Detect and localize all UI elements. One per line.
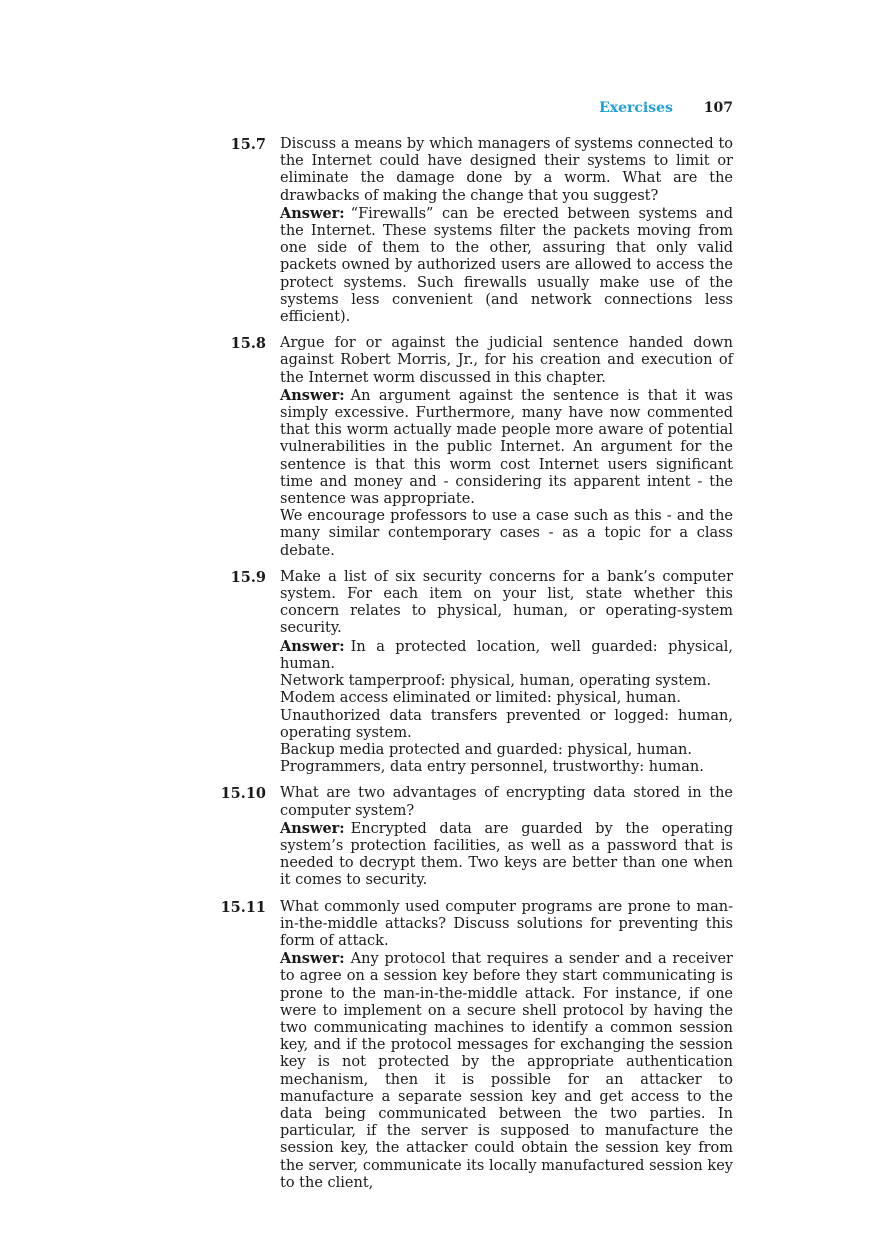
exercise-number: 15.9 [230,568,266,586]
exercise-body [266,136,733,326]
exercise-answer [280,820,733,890]
exercise-question: Argue for or against the judicial sentence handed down against Robert Morris, Jr., for his creation and execution of the Internet worm discussed in this chapter. [280,335,733,386]
exercise-15-11 [214,899,733,1192]
exercise-body [266,899,733,1192]
running-head [0,100,733,116]
section-title: Exercises [599,100,673,116]
exercise-body [266,785,733,889]
exercise-number: 15.7 [230,136,266,153]
answer-line: Modem access eliminated or limited: physical, human. [280,690,681,707]
exercise-number: 15.10 [220,785,266,803]
answer-line: Unauthorized data transfers prevented or logged: human, operating system. [280,707,733,741]
answer-note: We encourage professors to use a case such as this - and the many similar contemporary cases - as a topic for a class debate. [280,508,733,559]
exercise-body [266,569,733,776]
answer-text: In a protected location, well guarded: physical, human. [280,638,733,672]
exercise-number: 15.8 [230,335,266,353]
answer-text: Any protocol that requires a sender and a receiver to agree on a session key before they start communicating is prone to the man-in-the-middle attack. For instance, if one were to implement on a secure shell protocol by having the two communicating machines to identify a common session key, and if the protocol messages for exchanging the session key is not protected by the appropriate authentication mechanism, then it is possible for an attacker to manufacture a separate session key and get access to the data being communicated between the two parties. In particular, if the server is supposed to manufacture the session key, the attacker could obtain the session key from the server, communicate its locally manufactured session key to the client, [280,951,733,1191]
exercise-question: Discuss a means by which managers of systems connected to the Internet could have designed their systems to limit or eliminate the damage done by a worm. What are the drawbacks of making the change that you suggest? [280,136,733,204]
exercise-answer [280,205,733,326]
exercise-15-9 [214,569,733,776]
exercise-15-8 [214,335,733,560]
answer-text: An argument against the sentence is that it was simply excessive. Furthermore, many have now commented that this worm actually made people more aware of potential vulnerabilities in the public Internet. An argument for the sentence is that this worm cost Internet users significant time and money and - considering its apparent intent - the sentence was appropriate. [280,387,733,508]
exercise-answer [280,638,733,673]
exercise-question: What commonly used computer programs are prone to man-in-the-middle attacks? Discuss solutions for preventing this form of attack. [280,898,733,949]
exercise-answer [280,387,733,508]
exercise-15-7 [214,136,733,326]
exercise-answer [280,950,733,1192]
answer-label: Answer: [280,204,345,222]
answer-text: Encrypted data are guarded by the operating system’s protection facilities, as well as a password that is needed to decrypt them. Two keys are better than one when it comes to security. [280,820,733,889]
answer-line: Programmers, data entry personnel, trustworthy: human. [280,759,704,776]
exercise-question: Make a list of six security concerns for a bank’s computer system. For each item on your list, state whether this concern relates to physical, human, or operating-system security. [280,568,733,637]
answer-label: Answer: [280,819,345,837]
answer-label: Answer: [280,950,345,968]
page-number: 107 [703,100,733,116]
answer-label: Answer: [280,386,345,404]
exercise-15-10 [214,785,733,889]
answer-line: Network tamperproof: physical, human, operating system. [280,673,711,690]
exercise-question: What are two advantages of encrypting data stored in the computer system? [280,785,733,819]
answer-label: Answer: [280,637,345,655]
exercise-list [214,136,733,1201]
answer-text: “Firewalls” can be erected between systems and the Internet. These systems filter the packets moving from one side of them to the other, assuring that only valid packets owned by authorized users are allowed to access the protect systems. Such firewalls usually make use of the systems less convenient (and network connections less efficient). [280,205,733,326]
exercise-body [266,335,733,560]
answer-line: Backup media protected and guarded: physical, human. [280,741,692,758]
exercise-number: 15.11 [220,898,266,916]
